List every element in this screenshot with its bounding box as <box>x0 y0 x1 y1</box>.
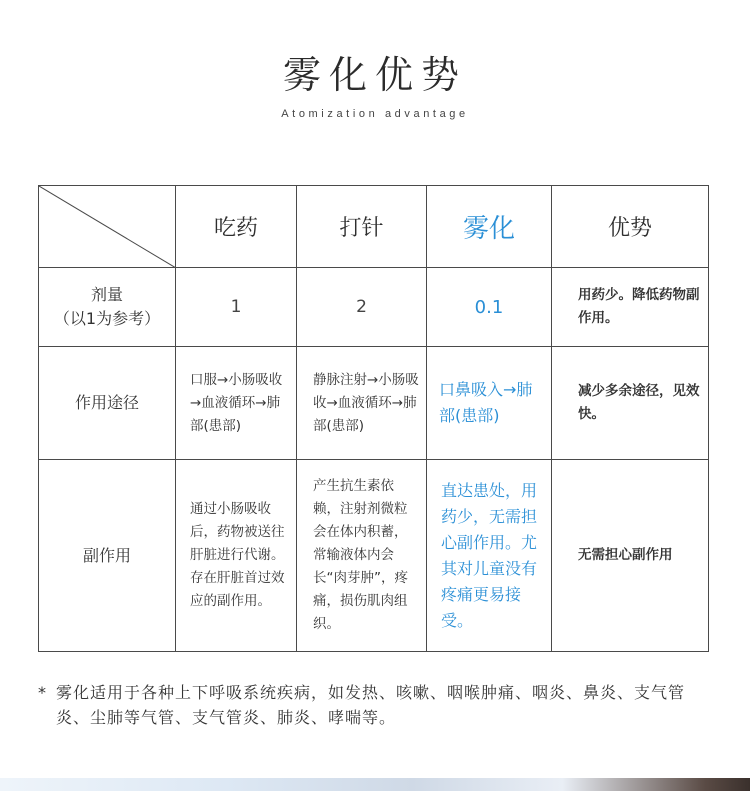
page-subtitle: Atomization advantage <box>281 108 469 120</box>
footnote-text: 雾化适用于各种上下呼吸系统疾病，如发热、咳嗽、咽喉肿痛、咽炎、鼻炎、支气管炎、尘肺等气管、支气管炎、肺炎、哮喘等。 <box>56 683 686 727</box>
side-effects-advantage: 无需担心副作用 <box>552 460 709 652</box>
side-effects-atomization: 直达患处，用药少，无需担心副作用。尤其对儿童没有疼痛更易接受。 <box>427 460 552 652</box>
table-row-dosage <box>39 268 709 347</box>
diagonal-line <box>39 186 176 268</box>
page-title: 雾化优势 <box>282 53 467 97</box>
dosage-injection: 2 <box>297 268 427 347</box>
bottom-photo-strip <box>0 778 750 791</box>
row-label-dosage-line1: 剂量 <box>90 285 123 304</box>
table-row-route <box>39 347 709 460</box>
header-injection: 打针 <box>297 186 427 268</box>
row-label-route: 作用途径 <box>39 347 176 460</box>
footnote-marker: * <box>38 683 47 702</box>
side-effects-injection: 产生抗生素依赖，注射剂微粒会在体内积蓄，常输液体内会长“肉芽肿”，疼痛，损伤肌肉组织。 <box>297 460 427 652</box>
table-header-row <box>39 186 709 268</box>
header-advantage: 优势 <box>552 186 709 268</box>
route-atomization: 口鼻吸入→肺部(患部) <box>427 347 552 460</box>
row-label-dosage <box>39 268 176 347</box>
dosage-pill: 1 <box>176 268 297 347</box>
dosage-advantage: 用药少。降低药物副作用。 <box>552 268 709 347</box>
route-advantage: 减少多余途径，见效快。 <box>552 347 709 460</box>
side-effects-pill: 通过小肠吸收后，药物被送往肝脏进行代谢。存在肝脏首过效应的副作用。 <box>176 460 297 652</box>
row-label-side-effects: 副作用 <box>39 460 176 652</box>
footnote <box>38 680 718 730</box>
route-pill: 口服→小肠吸收→血液循环→肺部(患部) <box>176 347 297 460</box>
table-row-side-effects <box>39 460 709 652</box>
diagonal-corner-cell <box>39 186 176 268</box>
row-label-dosage-line2: （以1为参考） <box>53 309 161 328</box>
header-atomization: 雾化 <box>427 186 552 268</box>
comparison-table <box>38 185 709 652</box>
header-pill: 吃药 <box>176 186 297 268</box>
dosage-atomization: 0.1 <box>427 268 552 347</box>
route-injection: 静脉注射→小肠吸收→血液循环→肺部(患部) <box>297 347 427 460</box>
